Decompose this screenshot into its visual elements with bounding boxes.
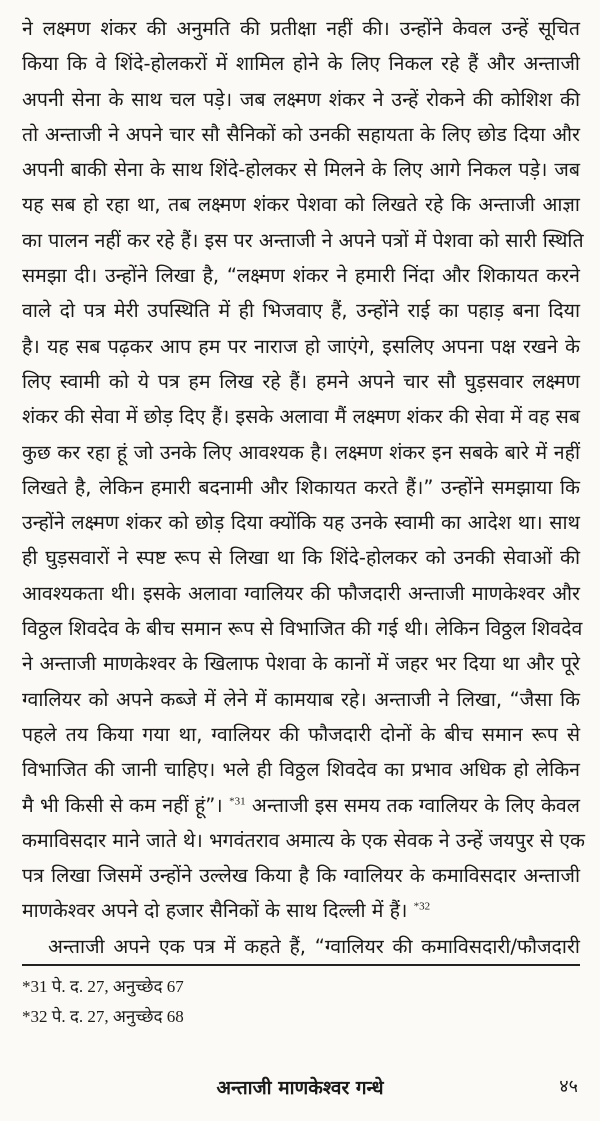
text-line [22, 717, 580, 752]
line-text: विठ्ठल शिवदेव के बीच समान रूप से विभाजित की गई थी। लेकिन विठ्ठल शिवदेव [22, 617, 583, 641]
running-footer-title: अन्ताजी माणकेश्वर गन्धे [216, 1077, 384, 1099]
text-line [22, 576, 580, 611]
text-line [22, 293, 580, 328]
line-text: ग्वालियर को अपने कब्जे में लेने में कामयाब रहे। अन्ताजी ने लिखा, “जैसा कि [22, 687, 580, 711]
line-text: मै भी किसी से कम नहीं हूं”। [22, 793, 230, 817]
line-text: शंकर की सेवा में छोड़ दिए हैं। इसके अलावा मैं लक्ष्मण शंकर की सेवा में वह सब [22, 405, 580, 429]
text-line [22, 82, 580, 117]
line-text: किया कि वे शिंदे-होलकरों में शामिल होने के लिए निकल रहे हैं और अन्ताजी [22, 52, 580, 76]
line-text: समझा दी। उन्होंने लिखा है, “लक्ष्मण शंकर ने हमारी निंदा और शिकायत करने [22, 264, 580, 288]
text-line [22, 435, 580, 470]
line-text: पत्र लिखा जिसमें उन्होंने उल्लेख किया है कि ग्वालियर के कमाविसदार अन्ताजी [22, 864, 580, 888]
text-line [22, 152, 580, 187]
line-text: ही घुड़सवारों ने स्पष्ट रूप से लिखा था कि शिंदे-होलकर को उनकी सेवाओं की [22, 546, 580, 570]
footnote-ref: *32 [413, 900, 431, 913]
text-line [22, 788, 580, 823]
line-text: लिखते है, लेकिन हमारी बदनामी और शिकायत करते हैं।” उन्होंने समझाया कि [22, 475, 580, 499]
text-line [22, 540, 580, 575]
page-number: ४५ [559, 1076, 578, 1097]
line-text: उन्होंने लक्ष्मण शंकर को छोड़ दिया क्योंकि यह उनके स्वामी का आदेश था। साथ [22, 511, 580, 535]
footnote-ref: *31 [229, 795, 246, 808]
line-text: ने अन्ताजी माणकेश्वर के खिलाफ पेशवा के कानों में जहर भर दिया था और पूरे [22, 652, 580, 676]
text-line [22, 858, 580, 893]
text-line [22, 646, 580, 681]
text-line [22, 929, 580, 964]
footnote-divider [22, 964, 580, 966]
text-line [22, 399, 580, 434]
text-line [22, 258, 580, 293]
line-text: कुछ कर रहा हूं जो उनके लिए आवश्यक है। लक्ष्मण शंकर इन सबके बारे में नहीं [22, 440, 580, 464]
line-text: कमाविसदार माने जाते थे। भगवंतराव अमात्य के एक सेवक ने उन्हें जयपुर से एक [22, 828, 586, 852]
text-line [22, 46, 580, 81]
line-text: आवश्यकता थी। इसके अलावा ग्वालियर की फौजदारी अन्ताजी माणकेश्वर और [22, 581, 580, 605]
line-text: अन्ताजी अपने एक पत्र में कहते हैं, “ग्वालियर की कमाविसदारी/फौजदारी [48, 934, 580, 958]
line-text: अन्ताजी इस समय तक ग्वालियर के लिए केवल [245, 793, 580, 817]
line-text: का पालन नहीं कर रहे हैं। इस पर अन्ताजी ने अपने पत्रों में पेशवा को सारी स्थिति [22, 228, 584, 252]
line-text: माणकेश्वर अपने दो हजार सैनिकों के साथ दिल्ली में हैं। [22, 899, 414, 923]
line-text: लिए स्वामी को ये पत्र हम लिख रहे हैं। हमने अपने चार सौ घुड़सवार लक्ष्मण [22, 369, 580, 393]
text-line [22, 893, 580, 928]
line-text: पहले तय किया गया था, ग्वालियर की फौजदारी दोनों के बीच समान रूप से [22, 722, 580, 746]
text-line [22, 752, 580, 787]
text-line [22, 364, 580, 399]
text-line [22, 823, 586, 858]
text-line [22, 470, 580, 505]
text-line [22, 223, 584, 258]
line-text: ने लक्ष्मण शंकर की अनुमति की प्रतीक्षा नहीं की। उन्होंने केवल उन्हें सूचित [22, 17, 580, 40]
line-text: विभाजित की जानी चाहिए। भले ही विठ्ठल शिवदेव का प्रभाव अधिक हो लेकिन [22, 758, 580, 782]
text-line [22, 117, 580, 152]
text-line [22, 11, 580, 46]
line-text: है। यह सब पढ़कर आप हम पर नाराज हो जाएंगे, इसलिए अपना पक्ष रखने के [22, 334, 580, 358]
line-text: वाले दो पत्र मेरी उपस्थिति में ही भिजवाए हैं, उन्होंने राई का पहाड़ बना दिया [22, 299, 580, 323]
line-text: अपनी बाकी सेना के साथ शिंदे-होलकर से मिलने के लिए आगे निकल पड़े। जब [22, 158, 580, 182]
line-text: तो अन्ताजी ने अपने चार सौ सैनिकों को उनकी सहायता के लिए छोड दिया और [22, 122, 580, 146]
body-text [22, 11, 586, 964]
footnote-32: *32 पे. द. 27, अनुच्छेद 68 [22, 1007, 184, 1026]
line-text: यह सब हो रहा था, तब लक्ष्मण शंकर पेशवा को लिखते रहे कि अन्ताजी आज्ञा [22, 193, 580, 217]
footnotes [22, 972, 184, 1032]
text-line [22, 682, 580, 717]
text-line [22, 329, 580, 364]
footnote-31: *31 पे. द. 27, अनुच्छेद 67 [22, 977, 184, 996]
text-line [22, 187, 580, 222]
line-text: अपनी सेना के साथ चल पड़े। जब लक्ष्मण शंकर ने उन्हें रोकने की कोशिश की [22, 87, 580, 111]
text-line [22, 505, 580, 540]
text-line [22, 611, 583, 646]
